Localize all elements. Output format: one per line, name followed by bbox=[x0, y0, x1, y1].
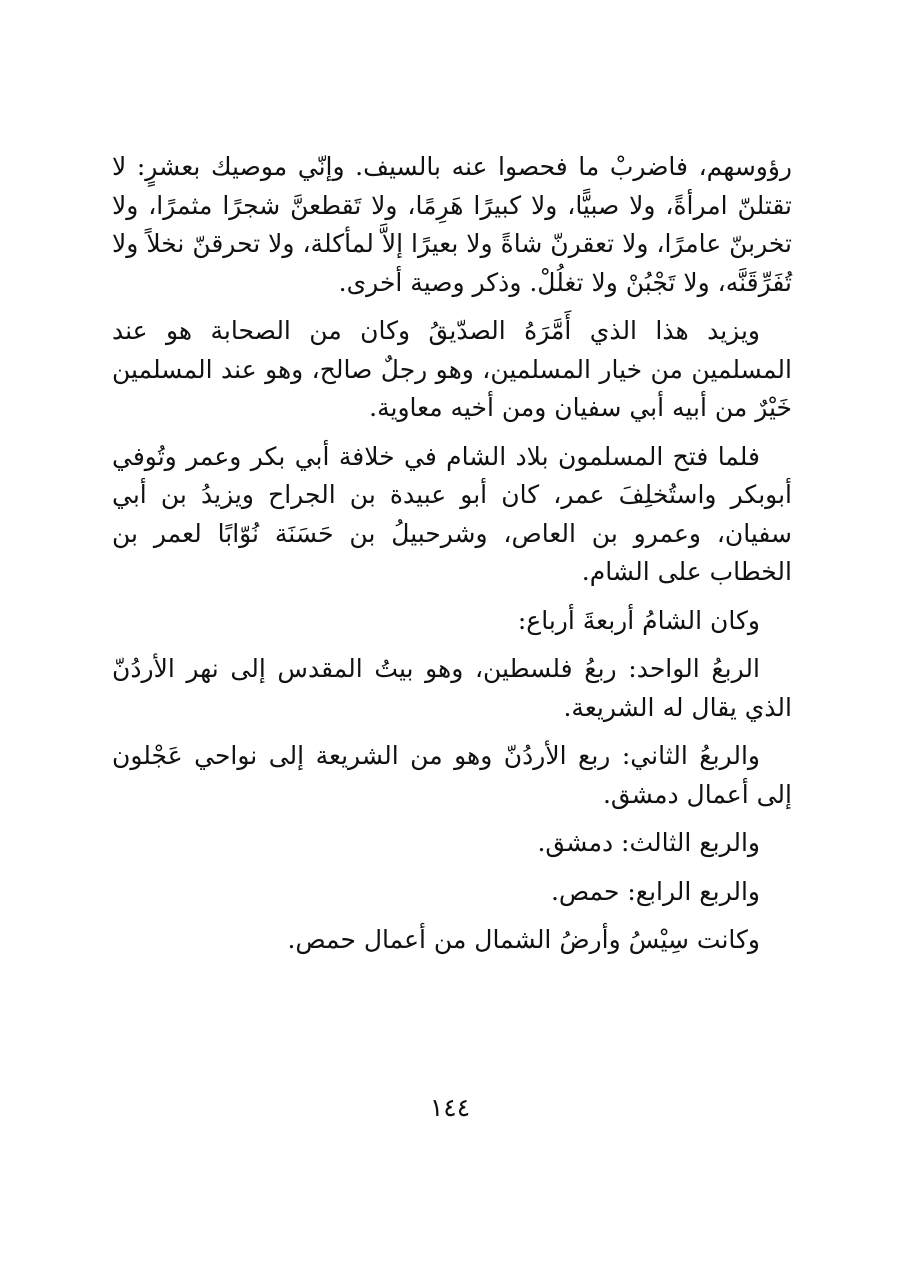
paragraph-8: والربع الرابع: حمص. bbox=[550, 876, 760, 906]
paragraph-1: رؤوسهم، فاضربْ ما فحصوا عنه بالسيف. وإنّي موصيك بعشرٍ: لا تقتلنّ امرأةً، ولا صبيًّا، ولا كبيرًا هَرِمًا، ولا تَقطعنَّ شجرًا مثمرًا، ولا تخربنّ عامرًا، ولا تعقرنّ شاةً ولا بعيرًا إلاَّ لمأكلة، ولا تحرقنّ نخلاً ولا تُفَرِّقَنَّه، ولا تَجْبُنْ ولا تغلُلْ. وذكر وصية أخرى. bbox=[112, 152, 792, 297]
paragraph-3: فلما فتح المسلمون بلاد الشام في خلافة أبي بكر وعمر وتُوفي أبوبكر واستُخلِفَ عمر، كان أبو عبيدة بن الجراح ويزيدُ بن أبي سفيان، وعمرو بن العاص، وشرحبيلُ بن حَسَنَة نُوّابًا لعمر بن الخطاب على الشام. bbox=[112, 441, 792, 586]
paragraph-2: ويزيد هذا الذي أَمَّرَهُ الصدّيقُ وكان من الصحابة هو عند المسلمين من خيار المسلمين، وهو رجلٌ صالح، وهو عند المسلمين خَيْرٌ من أبيه أبي سفيان ومن أخيه معاوية. bbox=[112, 316, 792, 422]
body-text bbox=[112, 148, 792, 970]
paragraph-4: وكان الشامُ أربعةَ أرباع: bbox=[517, 605, 760, 635]
paragraph-7: والربع الثالث: دمشق. bbox=[537, 828, 760, 857]
paragraph-5: الربعُ الواحد: ربعُ فلسطين، وهو بيتُ المقدس إلى نهر الأردُنّ الذي يقال له الشريعة. bbox=[112, 654, 792, 722]
page-number: ١٤٤ bbox=[429, 1093, 471, 1122]
paragraph-9: وكانت سِيْسُ وأرضُ الشمال من أعمال حمص. bbox=[287, 925, 760, 954]
paragraph-6: والربعُ الثاني: ربع الأردُنّ وهو من الشريعة إلى نواحي عَجْلون إلى أعمال دمشق. bbox=[112, 741, 792, 809]
